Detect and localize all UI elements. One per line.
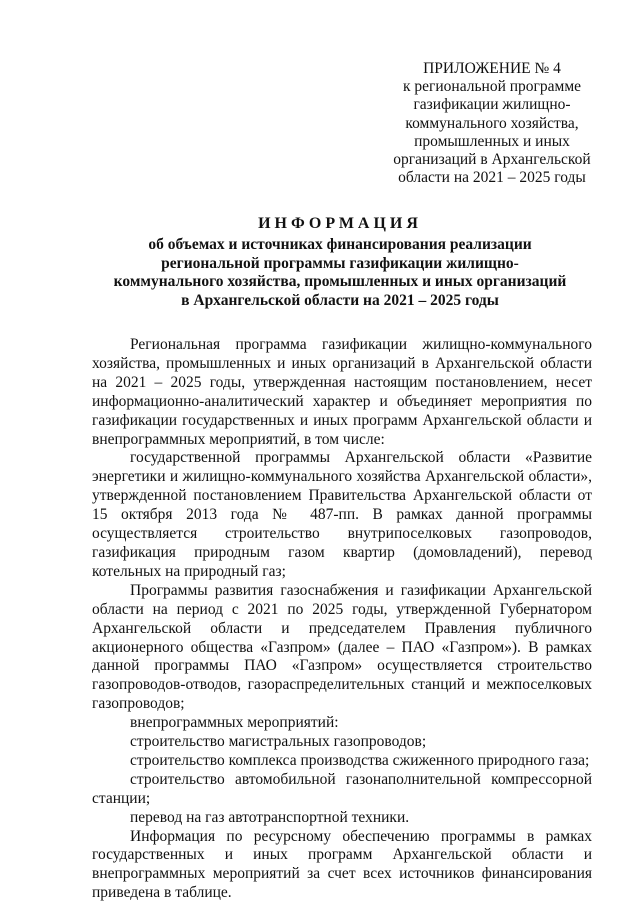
document-body [92, 336, 592, 903]
body-paragraph: Программы развития газоснабжения и газификации Архангельской области на период с 2021 по 2025 годы, утвержденной Губернатором Архангельской области и председателем Правления публичного акционерного общества «Газпром» (далее – ПАО «Газпром»). В рамках данной программы ПАО «Газпром» осуществляется строительство газопроводов-отводов, газораспределительных станций и межпоселковых газопроводов; [92, 581, 592, 713]
body-paragraph: внепрограммных мероприятий: [130, 714, 339, 732]
body-paragraph: государственной программы Архангельской области «Развитие энергетики и жилищно-коммунального хозяйства Архангельской области», утвержденной постановлением Правительства Архангельской области от 15 октября 2013 года № 487-пп. В рамках данной программы осуществляется строительство внутрипоселковых газопроводов, газификация природным газом квартир (домовладений), перевод котельных на природный газ; [92, 449, 592, 580]
appendix-line: организаций в Архангельской [393, 151, 591, 169]
body-paragraph: Информация по ресурсному обеспечению программы в рамках государственных и иных программ Архангельской области и внепрограммных мероприятий за счет всех источников финансирования приведена в таблице. [92, 827, 592, 902]
heading-subtitle: об объемах и источниках финансирования реализации региональной программы газификации жилищно-коммунального хозяйства, промышленных и иных организаций в Архангельской области на 2021 – 2025 годы [113, 236, 567, 309]
body-paragraph: перевод на газ автотранспортной техники. [130, 808, 410, 826]
appendix-line: области на 2021 – 2025 годы [398, 169, 586, 187]
body-paragraph: строительство комплекса производства сжиженного природного газа; [130, 751, 590, 769]
body-paragraph: строительство автомобильной газонаполнительной компрессорной станции; [92, 770, 592, 807]
body-paragraph: строительство магистральных газопроводов; [130, 733, 427, 751]
appendix-block [392, 60, 592, 187]
body-paragraph: Региональная программа газификации жилищно-коммунального хозяйства, промышленных и иных организаций в Архангельской области на 2021 – 2025 годы, утвержденная настоящим постановлением, несет информационно-аналитический характер и объединяет мероприятия по газификации государственных и иных программ Архангельской области и внепрограммных мероприятий, в том числе: [92, 336, 592, 448]
document-heading [110, 214, 570, 310]
appendix-line: коммунального хозяйства, [405, 114, 579, 132]
appendix-line: к региональной программе [402, 78, 582, 96]
appendix-line: промышленных и иных [414, 132, 570, 150]
appendix-title: ПРИЛОЖЕНИЕ № 4 [423, 60, 561, 77]
heading-title: ИНФОРМАЦИЯ [258, 215, 422, 232]
appendix-line: газификации жилищно- [413, 96, 571, 114]
